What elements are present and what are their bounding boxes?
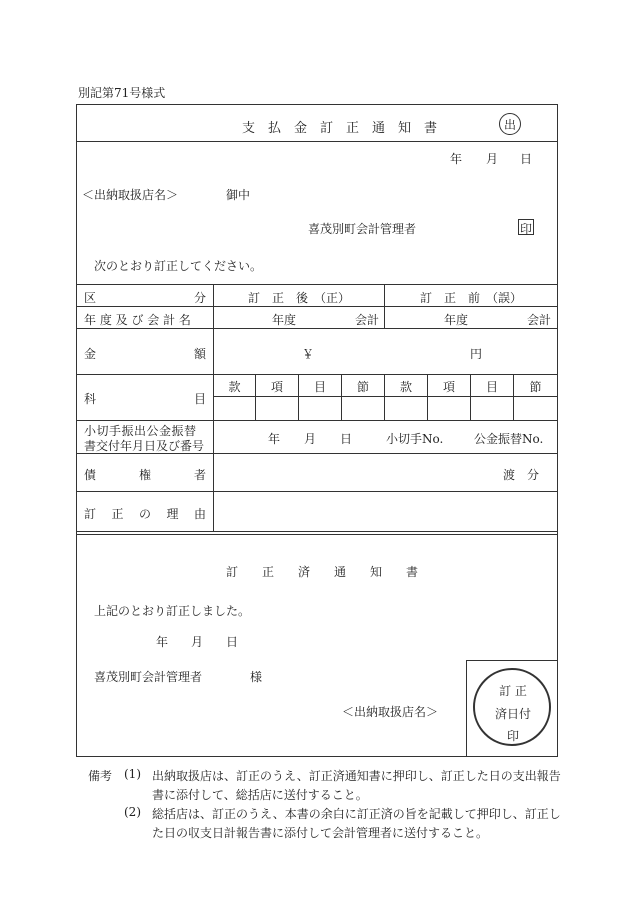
label-kubun xyxy=(84,289,206,306)
row-line-6 xyxy=(76,491,558,492)
sub-manager: 喜茂別町会計管理者 xyxy=(94,670,203,684)
kamoku-head-kan-after: 款 xyxy=(228,380,241,394)
frame-top xyxy=(76,104,558,105)
row-line-4 xyxy=(76,420,558,421)
frame-right xyxy=(557,104,558,756)
notes-head: 備考 xyxy=(88,769,113,783)
sub-bank-label: ＜出納取扱店名＞ xyxy=(342,705,439,719)
label-kamoku xyxy=(84,390,206,407)
sub-date-month: 月 xyxy=(191,635,204,649)
kamoku-head-kou-after: 項 xyxy=(270,380,283,394)
sub-date-day: 日 xyxy=(226,635,239,649)
row-line-7 xyxy=(76,531,558,532)
seal-label: 印 xyxy=(519,222,532,236)
table-top xyxy=(76,284,558,285)
check-no-label: 小切手No. xyxy=(386,432,444,446)
after-nendo: 年度 xyxy=(272,313,297,327)
label-creditor-3: 者 xyxy=(193,468,206,482)
frame-left xyxy=(76,104,77,756)
label-kingaku-1: 金 xyxy=(84,347,97,361)
date-day: 日 xyxy=(520,152,533,166)
label-nendo: 年 度 及 び 会 計 名 xyxy=(84,313,191,327)
label-creditor-2: 権 xyxy=(138,468,151,482)
stamp-line-1: 訂 正 xyxy=(499,684,527,698)
label-creditor-1: 債 xyxy=(84,468,97,482)
row-line-1 xyxy=(76,306,558,307)
label-reason-4: 理 xyxy=(166,507,179,521)
sub-title: 訂 正 済 通 知 書 xyxy=(226,565,419,579)
transfer-no-label: 公金振替No. xyxy=(474,432,544,446)
kamoku-head-kou-before: 項 xyxy=(442,380,455,394)
kamoku-head-setsu-before: 節 xyxy=(529,380,542,394)
row-line-2 xyxy=(76,328,558,329)
note-1-line-1: 出納取扱店は、訂正のうえ、訂正済通知書に押印し、訂正した日の支出報告 xyxy=(152,769,561,783)
check-year: 年 xyxy=(268,432,281,446)
form-title: 支 払 金 訂 正 通 知 書 xyxy=(242,121,438,136)
label-reason xyxy=(84,505,206,522)
label-reason-3: の xyxy=(138,507,151,521)
yen-label: 円 xyxy=(470,347,483,361)
stamp-box-top xyxy=(466,660,558,661)
note-1-num: (1) xyxy=(124,767,141,781)
kamoku-head-moku-after: 目 xyxy=(313,380,326,394)
label-check-2: 書交付年月日及び番号 xyxy=(84,439,205,453)
kamoku-head-setsu-after: 節 xyxy=(356,380,369,394)
label-reason-2: 正 xyxy=(111,507,124,521)
row-line-kamoku xyxy=(213,396,558,397)
yen-symbol: ￥ xyxy=(302,347,315,361)
kamoku-head-kan-before: 款 xyxy=(399,380,412,394)
label-reason-1: 訂 xyxy=(84,507,97,521)
label-reason-5: 由 xyxy=(193,507,206,521)
row-line-7b xyxy=(76,534,558,535)
label-kingaku-2: 額 xyxy=(193,347,206,361)
date-month: 月 xyxy=(486,152,499,166)
watashi-bun: 渡 分 xyxy=(503,468,540,482)
stamp-line-3: 印 xyxy=(506,729,519,743)
note-2-line-1: 総括店は、訂正のうえ、本書の余白に訂正済の旨を記載して押印し、訂正し xyxy=(152,807,561,821)
sub-date-year: 年 xyxy=(156,635,169,649)
sub-sama: 様 xyxy=(250,670,263,684)
after-kaikei: 会計 xyxy=(355,313,380,327)
date-year: 年 xyxy=(450,152,463,166)
header-after: 訂 正 後 （正） xyxy=(247,291,350,305)
label-kubun-1: 区 xyxy=(84,291,97,305)
row-line-3 xyxy=(76,374,558,375)
header-before: 訂 正 前 （誤） xyxy=(419,291,522,305)
instruction-text: 次のとおり訂正してください。 xyxy=(94,259,263,273)
label-check-1: 小切手振出公金振替 xyxy=(84,424,197,438)
kamoku-head-moku-before: 目 xyxy=(485,380,498,394)
label-creditor xyxy=(84,466,206,483)
frame-bottom xyxy=(76,756,558,757)
check-month: 月 xyxy=(304,432,317,446)
note-2-num: (2) xyxy=(124,805,141,819)
col-label-divider xyxy=(213,284,214,531)
stamp-box-left xyxy=(466,660,467,756)
label-kamoku-1: 科 xyxy=(84,392,97,406)
stamp-line-2: 済日付 xyxy=(494,707,531,721)
before-kaikei: 会計 xyxy=(527,313,552,327)
label-kamoku-2: 目 xyxy=(193,392,206,406)
out-stamp-label: 出 xyxy=(503,118,516,132)
title-divider xyxy=(76,141,558,142)
sub-text: 上記のとおり訂正しました。 xyxy=(94,604,251,618)
before-nendo: 年度 xyxy=(444,313,469,327)
manager-name: 喜茂別町会計管理者 xyxy=(308,222,417,236)
label-kubun-2: 分 xyxy=(193,291,206,305)
bank-name-label: ＜出納取扱店名＞ xyxy=(82,188,179,202)
check-day: 日 xyxy=(340,432,353,446)
label-kingaku xyxy=(84,345,206,362)
note-2-line-2: た日の収支日計報告書に添付して会計管理者に送付すること。 xyxy=(152,826,489,840)
form-id: 別記第71号様式 xyxy=(78,86,166,100)
note-1-line-2: 書に添付して、総括店に送付すること。 xyxy=(152,788,368,802)
onchu: 御中 xyxy=(226,188,251,202)
